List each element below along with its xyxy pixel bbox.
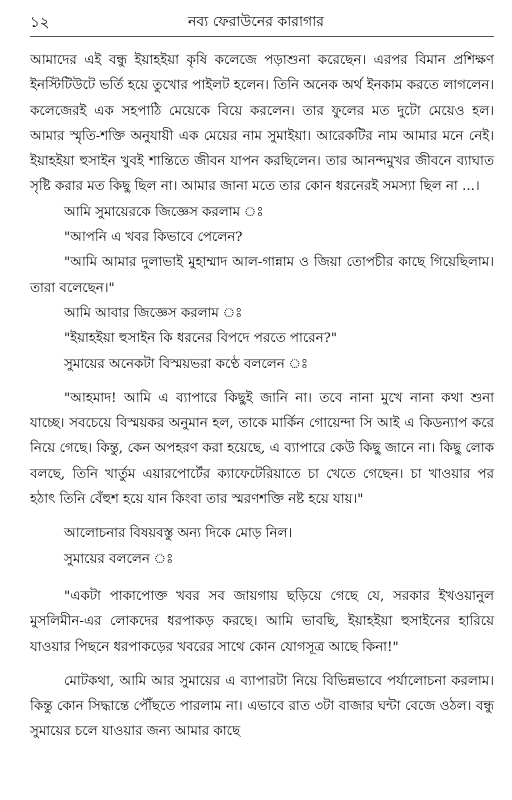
paragraph: "আহমাদ! আমি এ ব্যাপারে কিছুই জানি না। তবে নানা মুখে নানা কথা শুনা যাচ্ছে। সবচেয়ে বিস্ময়কর অনুমান হল, তাকে মার্কিন গোয়েন্দা সি আই এ কিডন্যাপ করে নিয়ে গেছে। কিন্তু, কেন অপহরণ করা হয়েছে, এ ব্যাপারে কেউ কিছু জানে না। কিছু লোক বলছে, তিনি খার্তুম এয়ারপোর্টের ক্যাফেটেরিয়াতে চা খেতে গেছেন। চা খাওয়ার পর হঠাৎ তিনি বেঁহুশ হয়ে যান কিংবা তার স্মরণশক্তি নষ্ট হয়ে যায়।"	[30, 390, 494, 508]
paragraph: "আপনি এ খবর কিভাবে পেলেন?	[64, 230, 243, 246]
page-number: ১২	[30, 13, 50, 31]
paragraph: আমি সুমায়েরকে জিজ্ঞেস করলাম ঃ	[64, 204, 264, 220]
running-head	[30, 10, 482, 34]
paragraph: আমি আবার জিজ্ঞেস করলাম ঃ	[64, 305, 243, 321]
paragraph: "একটা পাকাপোক্ত খবর সব জায়গায় ছড়িয়ে গেছে যে, সরকার ইখওয়ানুল মুসলিমীন-এর লোকদের ধরপাকড় করছে। আমি ভাবছি, ইয়াহইয়া হুসাইনের হারিয়ে যাওয়ার পিছনে ধরপাকড়ের খবরের সাথে কোন যোগসূত্র আছে কিনা!"	[30, 588, 494, 655]
paragraph: সুমায়ের বললেন ঃ	[64, 551, 174, 567]
paragraph: "ইয়াহইয়া হুসাইন কি ধরনের বিপদে পরতে পারেন?"	[64, 331, 337, 347]
paragraph: আমাদের এই বন্ধু ইয়াহইয়া কৃষি কলেজে পড়াশুনা করেছেন। এরপর বিমান প্রশিক্ষণ ইনস্টিটিউটে ভর্তি হয়ে তুখোর পাইলট হলেন। তিনি অনেক অর্থ ইনকাম করতে লাগলেন। কলেজেরই এক সহপাঠি মেয়েকে বিয়ে করলেন। তার ফুলের মত দুটো মেয়েও হল। আমার স্মৃতি-শক্তি অনুযায়ী এক মেয়ের নাম সুমাইয়া। আরেকটির নাম আমার মনে নেই। ইয়াহইয়া হুসাইন খুবই শান্তিতে জীবন যাপন করছিলেন। তার আনন্দমুখর জীবনে ব্যাঘাত সৃষ্টি করার মত কিছু ছিল না। আমার জানা মতে তার কোন ধরনেরই সমস্যা ছিল না ...।	[30, 53, 494, 195]
paragraph: সুমায়ের অনেকটা বিস্ময়ভরা কণ্ঠে বললেন ঃ	[64, 356, 309, 372]
paragraph: আলোচনার বিষয়বস্তু অন্য দিকে মোড় নিল।	[64, 526, 293, 542]
header-rule	[30, 36, 494, 37]
paragraph: "আমি আমার দুলাভাই মুহাম্মাদ আল-গান্নাম ও জিয়া তোপচীর কাছে গিয়েছিলাম। তারা বলেছেন।"	[30, 255, 494, 296]
body-text	[30, 48, 494, 745]
paragraph: মোটকথা, আমি আর সুমায়ের এ ব্যাপারটা নিয়ে বিভিন্নভাবে পর্যালোচনা করলাম। কিন্তু কোন সিদ্ধান্তে পৌঁছতে পারলাম না। এভাবে রাত ৩টা বাজার ঘন্টা বেজে ওঠল। বন্ধু সুমায়ের চলে যাওয়ার জন্য আমার কাছে	[30, 673, 494, 740]
running-title: নব্য ফেরাউনের কারাগার	[188, 14, 324, 30]
